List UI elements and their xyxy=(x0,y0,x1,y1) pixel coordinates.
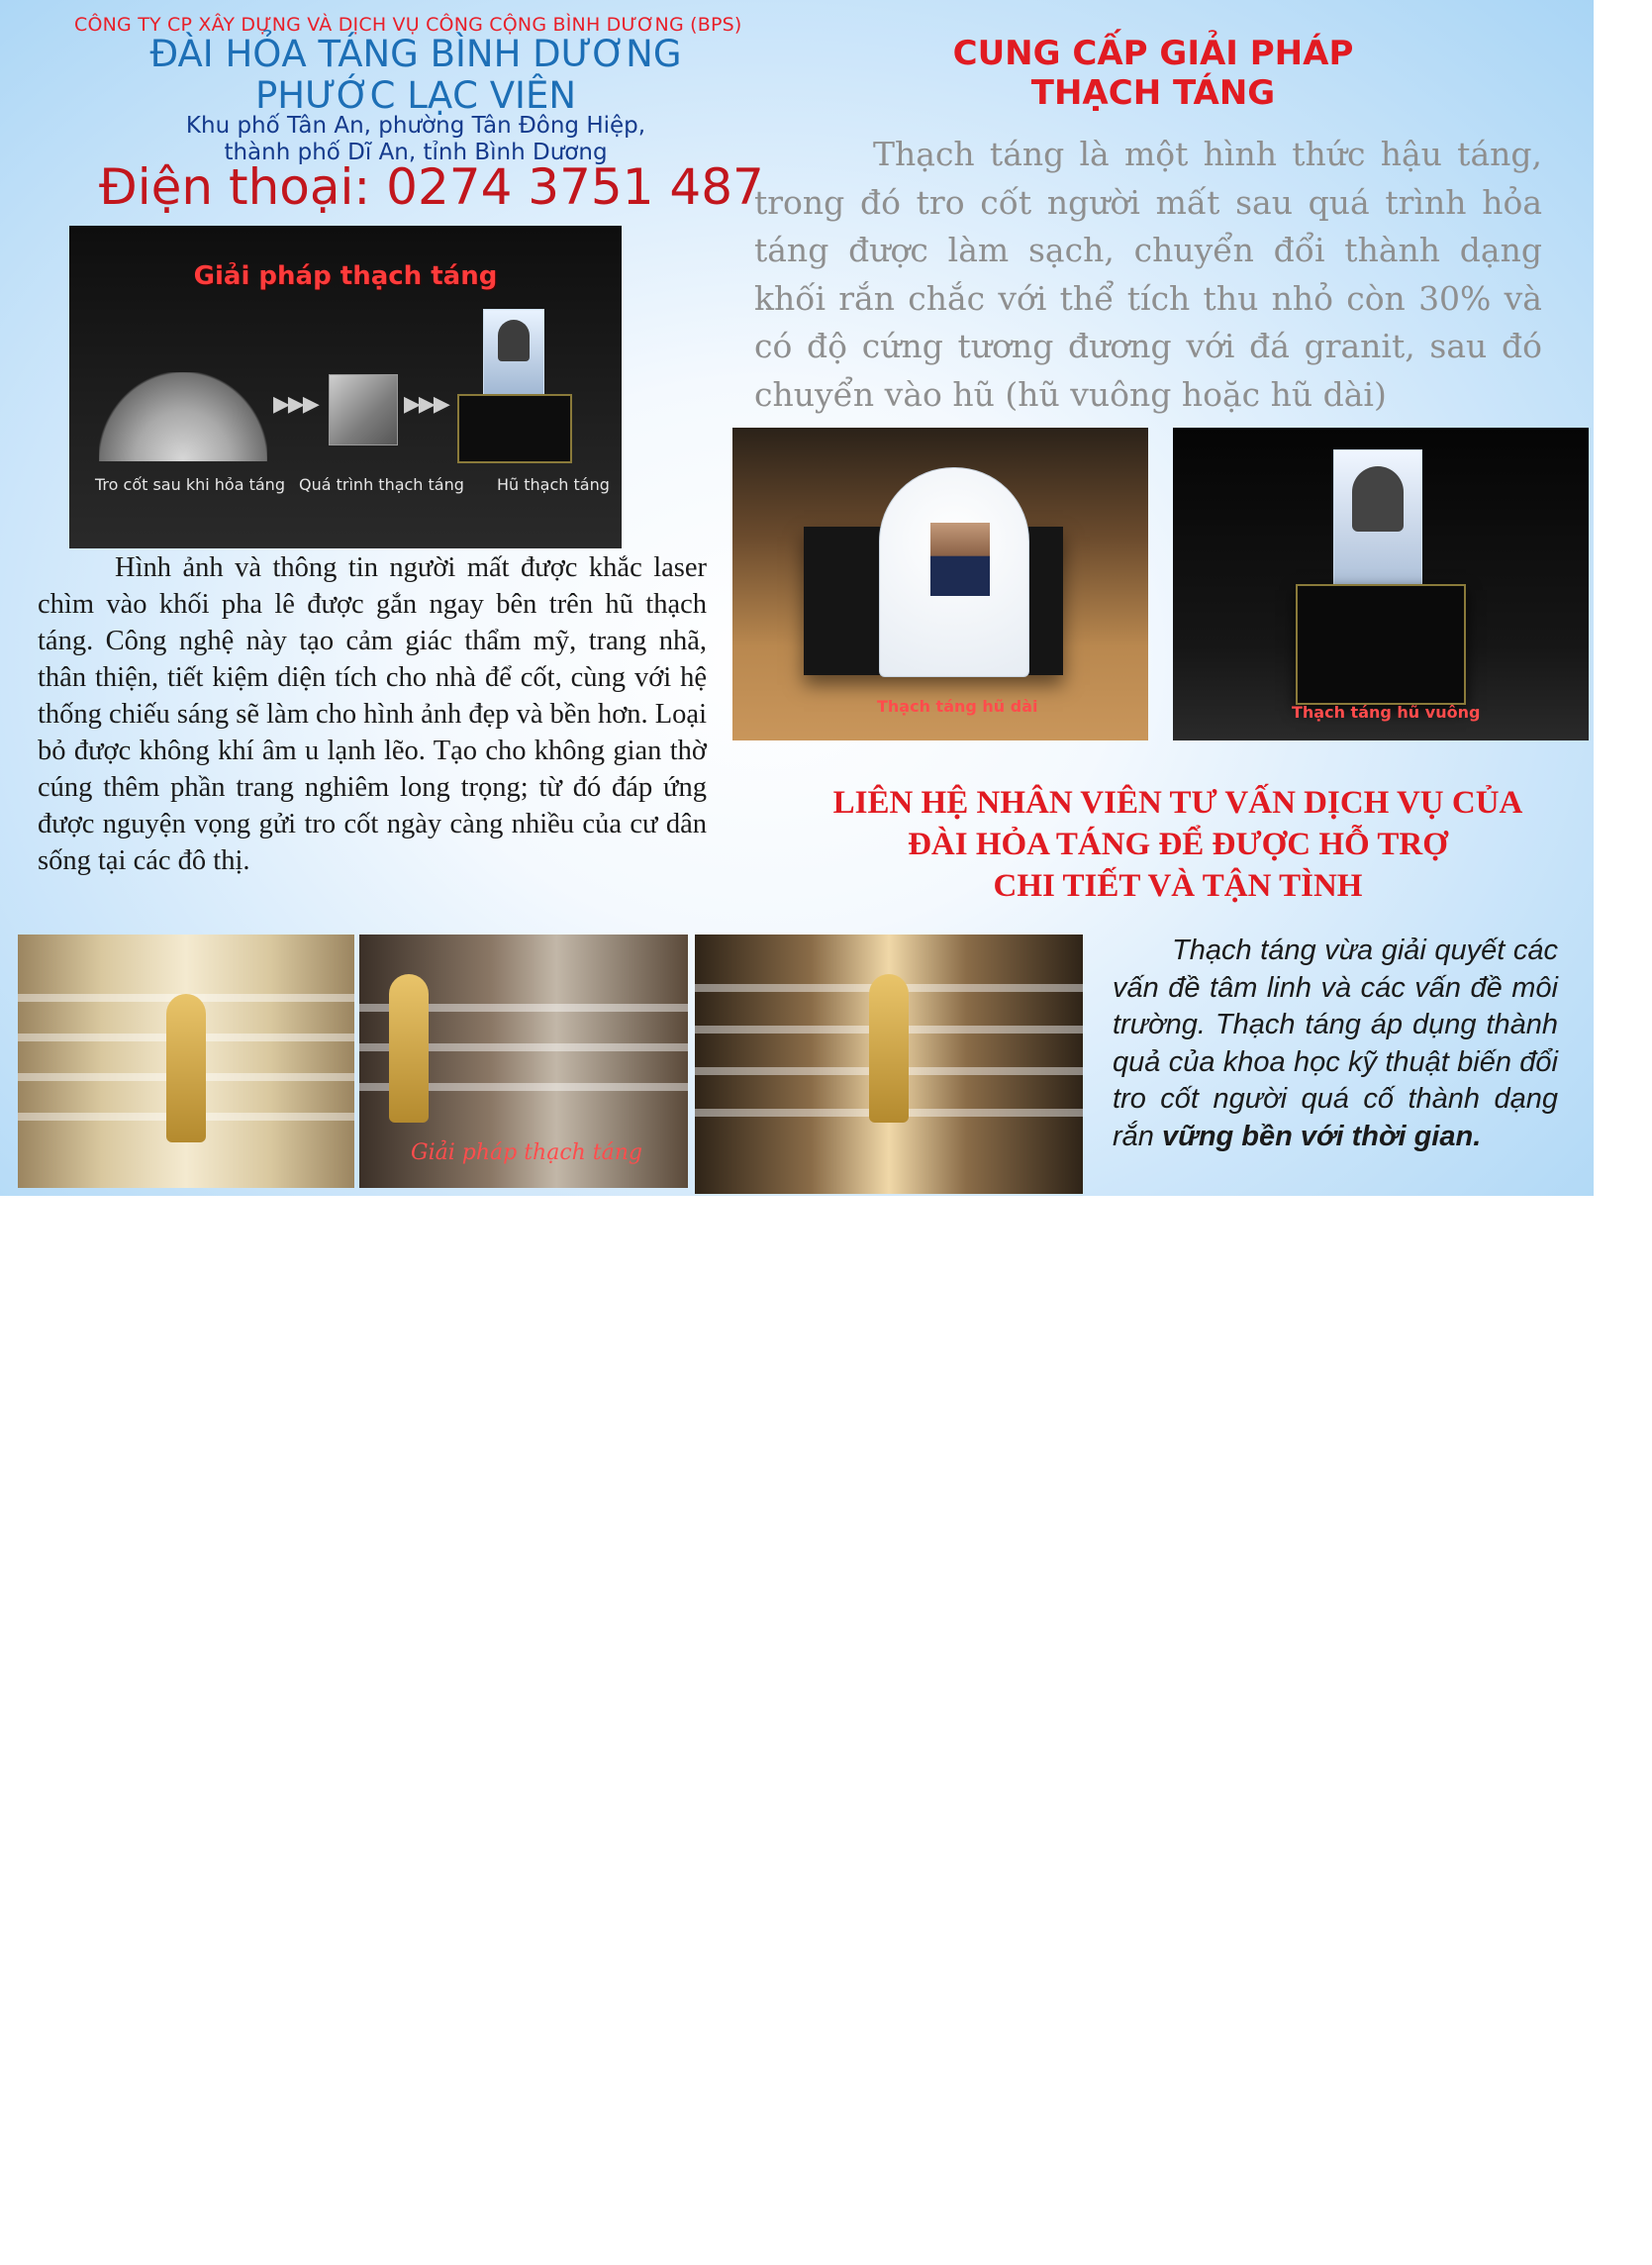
intro-paragraph xyxy=(754,131,1542,419)
ash-heap-graphic xyxy=(99,372,267,461)
body-paragraph xyxy=(38,549,707,879)
arrow-icon: ▶▶▶ xyxy=(404,392,448,417)
section1-heading xyxy=(871,34,1435,113)
urn-long-photo xyxy=(732,428,1148,740)
closing-text: Thạch táng vừa giải quyết các vấn đề tâm linh và các vấn đề môi trường. Thạch táng áp dụng thành quả của khoa học kỹ thuật biến đổi tro cốt người quá cố thành dạng rắn xyxy=(1113,935,1558,1152)
stone-cube-graphic xyxy=(329,374,398,445)
crystal-block-graphic xyxy=(483,309,544,398)
closing-paragraph xyxy=(1113,933,1558,1155)
phone-number: Điện thoại: 0274 3751 487 xyxy=(99,158,764,216)
buddha-statue-graphic xyxy=(166,994,206,1142)
contact-heading-line-2: ĐÀI HỎA TÁNG ĐỂ ĐƯỢC HỖ TRỢ xyxy=(908,827,1448,862)
statue-graphic xyxy=(869,974,909,1123)
section1-heading-line-2: THẠCH TÁNG xyxy=(1030,73,1276,113)
intro-text: Thạch táng là một hình thức hậu táng, trong đó tro cốt người mất sau quá trình hỏa táng được làm sạch, chuyển đổi thành dạng khối rắn chắc với thể tích thu nhỏ còn 30% và có độ cứng tương đương với đá granit, sau đó chuyển vào hũ (hũ vuông hoặc hũ dài) xyxy=(754,135,1542,414)
address-line-2: thành phố Dĩ An, tỉnh Bình Dương xyxy=(224,140,608,165)
columbarium-photo-3 xyxy=(695,935,1083,1194)
address-line-1: Khu phố Tân An, phường Tân Đông Hiệp, xyxy=(185,113,646,139)
columbarium-photo-1 xyxy=(18,935,354,1188)
contact-heading xyxy=(762,782,1594,907)
arrow-icon: ▶▶▶ xyxy=(273,392,318,417)
process-photo-title: Giải pháp thạch táng xyxy=(193,261,498,291)
brand-line-2: PHƯỚC LẠC VIÊN xyxy=(254,74,577,117)
portrait-graphic xyxy=(930,523,990,596)
contact-heading-line-1: LIÊN HỆ NHÂN VIÊN TƯ VẤN DỊCH VỤ CỦA xyxy=(832,785,1523,821)
brand-line-1: ĐÀI HỎA TÁNG BÌNH DƯƠNG xyxy=(149,33,682,75)
columbarium-photo-2 xyxy=(359,935,688,1188)
statue-graphic xyxy=(389,974,429,1123)
room-caption: Giải pháp thạch táng xyxy=(411,1140,643,1165)
urn-square-photo xyxy=(1173,428,1589,740)
process-caption-3: Hũ thạch táng xyxy=(497,475,610,494)
section1-heading-line-1: CUNG CẤP GIẢI PHÁP xyxy=(952,34,1354,73)
process-photo xyxy=(69,226,622,548)
contact-heading-line-3: CHI TIẾT VÀ TẬN TÌNH xyxy=(993,868,1363,904)
urn-plaque-graphic xyxy=(457,394,572,463)
urn-long-caption: Thạch táng hũ dài xyxy=(877,697,1038,716)
urn-plaque-graphic xyxy=(1296,584,1466,705)
urn-square-caption: Thạch táng hũ vuông xyxy=(1292,703,1481,722)
process-caption-2: Quá trình thạch táng xyxy=(299,475,464,494)
brand-title xyxy=(74,34,757,117)
body-text: Hình ảnh và thông tin người mất được khắc laser chìm vào khối pha lê được gắn ngay bên trên hũ thạch táng. Công nghệ này tạo cảm giác thẩm mỹ, trang nhã, thân thiện, tiết kiệm diện tích cho nhà để cốt, cùng với hệ thống chiếu sáng sẽ làm cho hình ảnh đẹp và bền hơn. Loại bỏ được không khí âm u lạnh lẽo. Tạo cho không gian thờ cúng thêm phần trang nghiêm long trọng; từ đó đáp ứng được nguyện vọng gửi tro cốt ngày càng nhiều của cư dân sống tại các đô thị. xyxy=(38,552,707,876)
crystal-block-graphic xyxy=(1333,449,1422,598)
company-name: CÔNG TY CP XÂY DỰNG VÀ DỊCH VỤ CÔNG CỘNG BÌNH DƯƠNG (BPS) xyxy=(74,14,742,36)
process-caption-1: Tro cốt sau khi hỏa táng xyxy=(95,475,285,494)
closing-emphasis: vững bền với thời gian. xyxy=(1161,1120,1482,1152)
